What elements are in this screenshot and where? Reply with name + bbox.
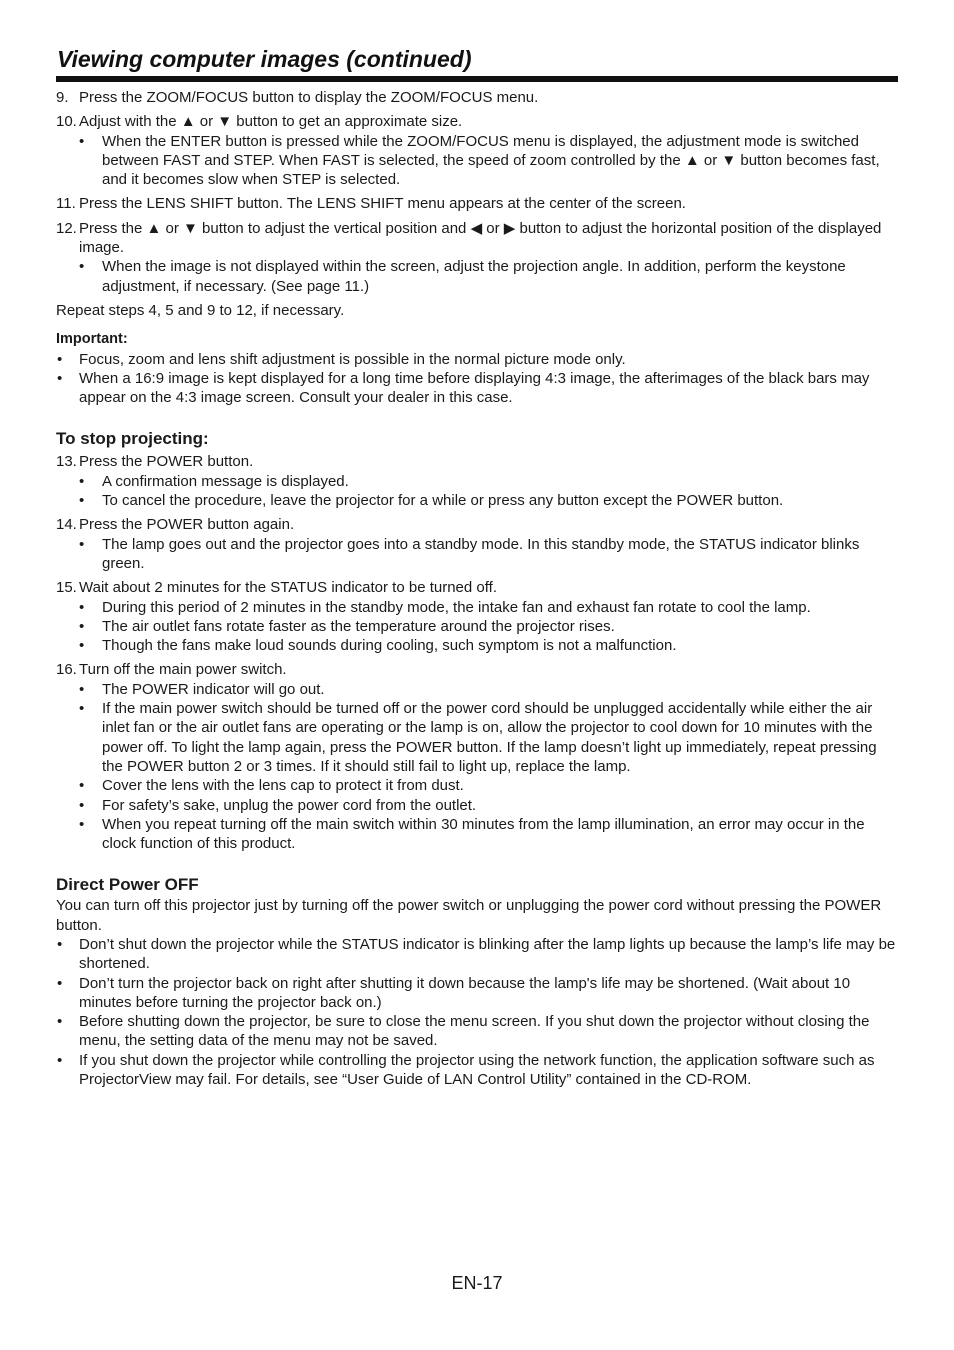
step-bullet: • During this period of 2 minutes in the standby mode, the intake fan and exhaust fan rotate to cool the lamp. bbox=[56, 598, 898, 617]
direct-power-bullet: • Don’t shut down the projector while the STATUS indicator is blinking after the lamp lights up because the lamp’s life may be shortened. bbox=[56, 935, 898, 974]
step-item bbox=[56, 194, 898, 213]
page-footer bbox=[0, 1272, 954, 1294]
step-item bbox=[56, 112, 898, 131]
step-text: Wait about 2 minutes for the STATUS indicator to be turned off. bbox=[79, 579, 497, 597]
step-text: Adjust with the ▲ or ▼ button to get an approximate size. bbox=[79, 113, 463, 131]
step-text: Press the POWER button. bbox=[79, 453, 254, 471]
step-bullet: • When you repeat turning off the main switch within 30 minutes from the lamp illumination, an error may occur in the clock function of this product. bbox=[56, 815, 898, 854]
important-bullet: • Focus, zoom and lens shift adjustment is possible in the normal picture mode only. bbox=[56, 350, 898, 369]
important-list bbox=[56, 350, 898, 408]
step-bullet: • The POWER indicator will go out. bbox=[56, 680, 898, 699]
step-number: 12. bbox=[56, 219, 77, 237]
step-bullet: • A confirmation message is displayed. bbox=[56, 472, 898, 491]
important-label: Important: bbox=[56, 331, 128, 348]
step-bullet: • The air outlet fans rotate faster as the temperature around the projector rises. bbox=[56, 617, 898, 636]
direct-power-intro: You can turn off this projector just by turning off the power switch or unplugging the power cord without pressing the POWER button. bbox=[56, 897, 882, 934]
page-content bbox=[56, 44, 898, 1089]
step-bullet: • If the main power switch should be turned off or the power cord should be unplugged accidentally while either the air inlet fan or the air outlet fans are operating or the lamp is on, allow the projector to cool down for 10 minutes with the power off. To light the lamp again, press the POWER button. If the lamp doesn’t light up immediately, repeat pressing the POWER button 2 or 3 times. If it should still fail to light up, replace the lamp. bbox=[56, 699, 898, 776]
step-bullet: • For safety’s sake, unplug the power cord from the outlet. bbox=[56, 796, 898, 815]
page-title: Viewing computer images (continued) bbox=[57, 46, 472, 72]
step-number: 9. bbox=[56, 89, 69, 106]
direct-power-bullet: • If you shut down the projector while controlling the projector using the network function, the application software such as ProjectorView may fail. For details, see “User Guide of LAN Control Utility” contained in the CD-ROM. bbox=[56, 1051, 898, 1090]
step-bullet: • Though the fans make loud sounds during cooling, such symptom is not a malfunction. bbox=[56, 636, 898, 655]
step-bullet: • Cover the lens with the lens cap to protect it from dust. bbox=[56, 776, 898, 795]
step-bullet: • The lamp goes out and the projector goes into a standby mode. In this standby mode, the STATUS indicator blinks green. bbox=[56, 535, 898, 574]
stop-section-heading: To stop projecting: bbox=[56, 429, 209, 449]
important-bullet: • When a 16:9 image is kept displayed for a long time before displaying 4:3 image, the afterimages of the black bars may appear on the 4:3 image screen. Consult your dealer in this case. bbox=[56, 369, 898, 408]
step-item bbox=[56, 219, 898, 258]
step-item bbox=[56, 452, 898, 471]
step-bullet: • To cancel the procedure, leave the projector for a while or press any button except the POWER button. bbox=[56, 491, 898, 510]
page-number: EN-17 bbox=[451, 1273, 503, 1293]
step-number: 13. bbox=[56, 453, 77, 471]
step-text: Press the ZOOM/FOCUS button to display the ZOOM/FOCUS menu. bbox=[79, 89, 539, 106]
step-number: 11. bbox=[56, 195, 76, 213]
step-number: 15. bbox=[56, 579, 77, 597]
step-item bbox=[56, 88, 898, 107]
direct-power-bullet: • Before shutting down the projector, be sure to close the menu screen. If you shut down the projector without closing the menu, the setting data of the menu may not be saved. bbox=[56, 1012, 898, 1051]
step-text: Turn off the main power switch. bbox=[79, 661, 287, 679]
step-item bbox=[56, 515, 898, 534]
steps-list-stop bbox=[56, 452, 898, 853]
step-number: 16. bbox=[56, 661, 77, 679]
step-text: Press the LENS SHIFT button. The LENS SHIFT menu appears at the center of the screen. bbox=[79, 195, 686, 213]
step-number: 14. bbox=[56, 516, 77, 534]
step-text: Press the POWER button again. bbox=[79, 516, 295, 534]
title-rule bbox=[56, 76, 898, 82]
step-number: 10. bbox=[56, 113, 77, 131]
repeat-note: Repeat steps 4, 5 and 9 to 12, if necessary. bbox=[56, 301, 345, 319]
step-item bbox=[56, 660, 898, 679]
step-item bbox=[56, 578, 898, 597]
step-bullet: • When the ENTER button is pressed while the ZOOM/FOCUS menu is displayed, the adjustment mode is switched between FAST and STEP. When FAST is selected, the speed of zoom controlled by the ▲ or ▼ button becomes fast, and it becomes slow when STEP is selected. bbox=[56, 132, 898, 190]
steps-list-a bbox=[56, 88, 898, 296]
step-bullet: • When the image is not displayed within the screen, adjust the projection angle. In addition, perform the keystone adjustment, if necessary. (See page 11.) bbox=[56, 257, 898, 296]
step-text: Press the ▲ or ▼ button to adjust the vertical position and ◀ or ▶ button to adjust the horizontal position of the displayed image. bbox=[79, 219, 882, 257]
direct-power-bullet: • Don’t turn the projector back on right after shutting it down because the lamp's life may be shortened. (Wait about 10 minutes before turning the projector back on.) bbox=[56, 974, 898, 1013]
direct-power-list bbox=[56, 935, 898, 1089]
direct-power-heading: Direct Power OFF bbox=[56, 875, 199, 895]
